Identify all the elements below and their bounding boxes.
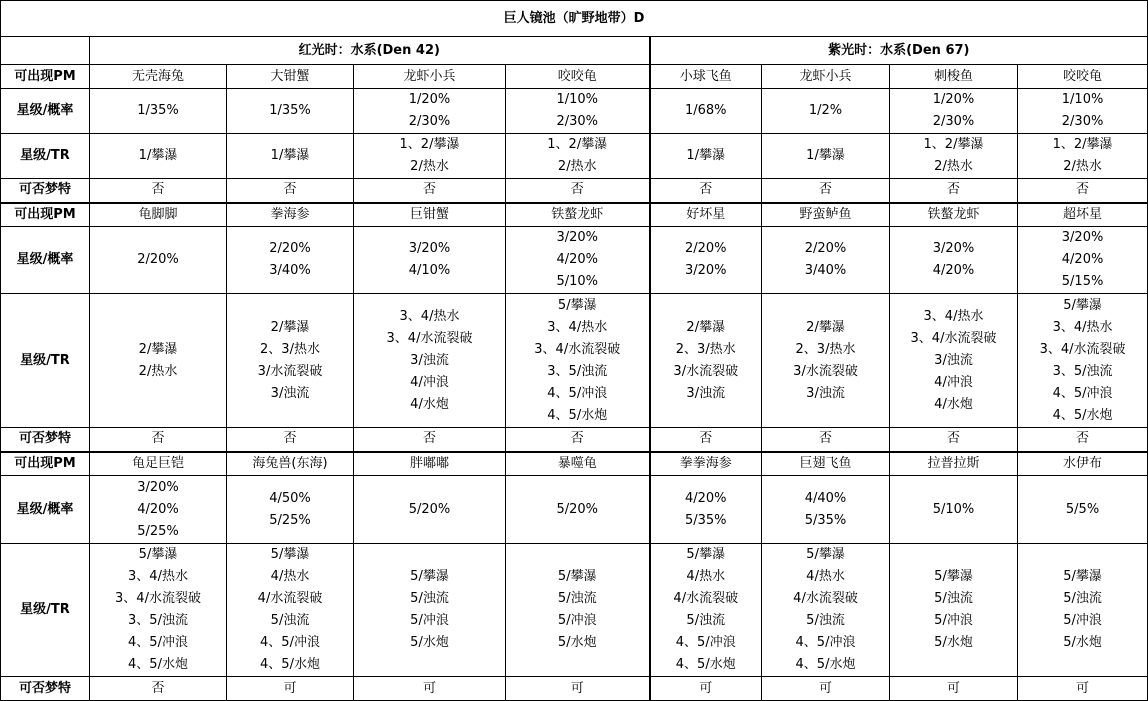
- star-rate-cell: 1/68%: [650, 89, 762, 134]
- gigantamax-cell: 否: [762, 179, 890, 203]
- star-tr-cell: 1、2/攀瀑 2/热水: [1018, 134, 1148, 179]
- star-tr-cell: 1/攀瀑: [762, 134, 890, 179]
- star-tr-cell: 5/攀瀑 4/热水 4/水流裂破 5/浊流 4、5/冲浪 4、5/水炮: [650, 544, 762, 677]
- star-rate-cell: 3/20% 4/20% 5/25%: [90, 476, 227, 544]
- block-0-pokemon-name-row: [1, 65, 1148, 89]
- pokemon-name-cell: 龟脚脚: [90, 203, 227, 227]
- purple-light-header: 紫光时：水系(Den 67): [650, 37, 1148, 65]
- star-tr-cell: 1/攀瀑: [90, 134, 227, 179]
- star-rate-cell: 1/2%: [762, 89, 890, 134]
- star-rate-cell: 3/20% 4/20% 5/10%: [506, 227, 650, 294]
- pokemon-name-cell: 咬咬龟: [1018, 65, 1148, 89]
- pokemon-name-cell: 刺梭鱼: [890, 65, 1018, 89]
- row-label-star-rate: 星级/概率: [1, 89, 90, 134]
- star-rate-cell: 1/20% 2/30%: [354, 89, 506, 134]
- gigantamax-cell: 可: [1018, 677, 1148, 701]
- pokemon-name-cell: 好坏星: [650, 203, 762, 227]
- pokemon-name-cell: 野蛮鲈鱼: [762, 203, 890, 227]
- star-tr-cell: 1、2/攀瀑 2/热水: [506, 134, 650, 179]
- pokemon-name-cell: 水伊布: [1018, 452, 1148, 476]
- gigantamax-cell: 否: [890, 428, 1018, 452]
- gigantamax-cell: 否: [506, 179, 650, 203]
- gigantamax-cell: 否: [890, 179, 1018, 203]
- block-0-gigantamax-row: [1, 179, 1148, 203]
- row-label-gigantamax: 可否梦特: [1, 677, 90, 701]
- star-rate-cell: 2/20% 3/40%: [227, 227, 354, 294]
- gigantamax-cell: 否: [90, 677, 227, 701]
- gigantamax-cell: 否: [1018, 179, 1148, 203]
- pokemon-name-cell: 铁螯龙虾: [506, 203, 650, 227]
- pokemon-name-cell: 拳海参: [227, 203, 354, 227]
- pokemon-name-cell: 拳拳海参: [650, 452, 762, 476]
- pokemon-name-cell: 巨翅飞鱼: [762, 452, 890, 476]
- star-rate-cell: 3/20% 4/20%: [890, 227, 1018, 294]
- block-0-star-tr-row: [1, 134, 1148, 179]
- star-tr-cell: 5/攀瀑 5/浊流 5/冲浪 5/水炮: [1018, 544, 1148, 677]
- block-2-star-rate-row: [1, 476, 1148, 544]
- star-rate-cell: 5/5%: [1018, 476, 1148, 544]
- pokemon-name-cell: 咬咬龟: [506, 65, 650, 89]
- pokemon-name-cell: 大钳蟹: [227, 65, 354, 89]
- gigantamax-cell: 可: [890, 677, 1018, 701]
- star-rate-cell: 5/20%: [354, 476, 506, 544]
- block-0-star-rate-row: [1, 89, 1148, 134]
- row-label-pokemon-name: 可出现PM: [1, 452, 90, 476]
- gigantamax-cell: 否: [506, 428, 650, 452]
- pokemon-name-cell: 铁螯龙虾: [890, 203, 1018, 227]
- star-tr-cell: 5/攀瀑 3、4/热水 3、4/水流裂破 3、5/浊流 4、5/冲浪 4、5/水炮: [90, 544, 227, 677]
- gigantamax-cell: 否: [762, 428, 890, 452]
- pokemon-name-cell: 龙虾小兵: [762, 65, 890, 89]
- gigantamax-cell: 否: [227, 428, 354, 452]
- block-1-star-tr-row: [1, 294, 1148, 428]
- star-tr-cell: 1、2/攀瀑 2/热水: [890, 134, 1018, 179]
- star-tr-cell: 5/攀瀑 3、4/热水 3、4/水流裂破 3、5/浊流 4、5/冲浪 4、5/水炮: [506, 294, 650, 428]
- star-tr-cell: 1/攀瀑: [227, 134, 354, 179]
- block-2-pokemon-name-row: [1, 452, 1148, 476]
- pokemon-name-cell: 龙虾小兵: [354, 65, 506, 89]
- row-label-star-rate: 星级/概率: [1, 476, 90, 544]
- star-tr-cell: 3、4/热水 3、4/水流裂破 3/浊流 4/冲浪 4/水炮: [890, 294, 1018, 428]
- gigantamax-cell: 可: [227, 677, 354, 701]
- gigantamax-cell: 否: [90, 179, 227, 203]
- gigantamax-cell: 可: [650, 677, 762, 701]
- block-2-gigantamax-row: [1, 677, 1148, 701]
- star-tr-cell: 5/攀瀑 4/热水 4/水流裂破 5/浊流 4、5/冲浪 4、5/水炮: [227, 544, 354, 677]
- block-1-star-rate-row: [1, 227, 1148, 294]
- block-1-gigantamax-row: [1, 428, 1148, 452]
- star-tr-cell: 1/攀瀑: [650, 134, 762, 179]
- gigantamax-cell: 否: [354, 428, 506, 452]
- star-rate-cell: 1/10% 2/30%: [506, 89, 650, 134]
- star-tr-cell: 2/攀瀑 2、3/热水 3/水流裂破 3/浊流: [762, 294, 890, 428]
- star-rate-cell: 4/40% 5/35%: [762, 476, 890, 544]
- star-tr-cell: 5/攀瀑 5/浊流 5/冲浪 5/水炮: [506, 544, 650, 677]
- page-title: 巨人镜池（旷野地带）D: [1, 1, 1148, 37]
- row-label-star-tr: 星级/TR: [1, 294, 90, 428]
- row-label-gigantamax: 可否梦特: [1, 428, 90, 452]
- star-rate-cell: 5/10%: [890, 476, 1018, 544]
- star-rate-cell: 2/20% 3/40%: [762, 227, 890, 294]
- star-tr-cell: 5/攀瀑 4/热水 4/水流裂破 5/浊流 4、5/冲浪 4、5/水炮: [762, 544, 890, 677]
- red-light-header: 红光时：水系(Den 42): [90, 37, 650, 65]
- star-rate-cell: 1/35%: [90, 89, 227, 134]
- star-tr-cell: 3、4/热水 3、4/水流裂破 3/浊流 4/冲浪 4/水炮: [354, 294, 506, 428]
- star-rate-cell: 4/20% 5/35%: [650, 476, 762, 544]
- block-1-pokemon-name-row: [1, 203, 1148, 227]
- row-label-gigantamax: 可否梦特: [1, 179, 90, 203]
- pokemon-name-cell: 巨钳蟹: [354, 203, 506, 227]
- gigantamax-cell: 可: [506, 677, 650, 701]
- gigantamax-cell: 否: [227, 179, 354, 203]
- star-tr-cell: 5/攀瀑 3、4/热水 3、4/水流裂破 3、5/浊流 4、5/冲浪 4、5/水炮: [1018, 294, 1148, 428]
- gigantamax-cell: 可: [354, 677, 506, 701]
- star-rate-cell: 1/20% 2/30%: [890, 89, 1018, 134]
- pokemon-name-cell: 小球飞鱼: [650, 65, 762, 89]
- row-label-star-tr: 星级/TR: [1, 134, 90, 179]
- star-tr-cell: 5/攀瀑 5/浊流 5/冲浪 5/水炮: [890, 544, 1018, 677]
- pokemon-name-cell: 无壳海兔: [90, 65, 227, 89]
- star-rate-cell: 2/20% 3/20%: [650, 227, 762, 294]
- pokemon-name-cell: 暴噬龟: [506, 452, 650, 476]
- gigantamax-cell: 否: [90, 428, 227, 452]
- pokemon-name-cell: 海兔兽(东海): [227, 452, 354, 476]
- pokemon-name-cell: 拉普拉斯: [890, 452, 1018, 476]
- star-rate-cell: 2/20%: [90, 227, 227, 294]
- star-rate-cell: 1/10% 2/30%: [1018, 89, 1148, 134]
- pokemon-name-cell: 超坏星: [1018, 203, 1148, 227]
- row-label-star-rate: 星级/概率: [1, 227, 90, 294]
- star-rate-cell: 5/20%: [506, 476, 650, 544]
- pokemon-name-cell: 胖嘟嘟: [354, 452, 506, 476]
- star-tr-cell: 2/攀瀑 2/热水: [90, 294, 227, 428]
- gigantamax-cell: 否: [1018, 428, 1148, 452]
- star-rate-cell: 3/20% 4/10%: [354, 227, 506, 294]
- star-tr-cell: 1、2/攀瀑 2/热水: [354, 134, 506, 179]
- star-rate-cell: 3/20% 4/20% 5/15%: [1018, 227, 1148, 294]
- star-rate-cell: 1/35%: [227, 89, 354, 134]
- header-corner: [1, 37, 90, 65]
- star-tr-cell: 2/攀瀑 2、3/热水 3/水流裂破 3/浊流: [650, 294, 762, 428]
- row-label-pokemon-name: 可出现PM: [1, 65, 90, 89]
- block-2-star-tr-row: [1, 544, 1148, 677]
- gigantamax-cell: 否: [650, 428, 762, 452]
- gigantamax-cell: 否: [650, 179, 762, 203]
- row-label-pokemon-name: 可出现PM: [1, 203, 90, 227]
- row-label-star-tr: 星级/TR: [1, 544, 90, 677]
- star-rate-cell: 4/50% 5/25%: [227, 476, 354, 544]
- gigantamax-cell: 否: [354, 179, 506, 203]
- star-tr-cell: 2/攀瀑 2、3/热水 3/水流裂破 3/浊流: [227, 294, 354, 428]
- star-tr-cell: 5/攀瀑 5/浊流 5/冲浪 5/水炮: [354, 544, 506, 677]
- pokemon-name-cell: 龟足巨铠: [90, 452, 227, 476]
- gigantamax-cell: 可: [762, 677, 890, 701]
